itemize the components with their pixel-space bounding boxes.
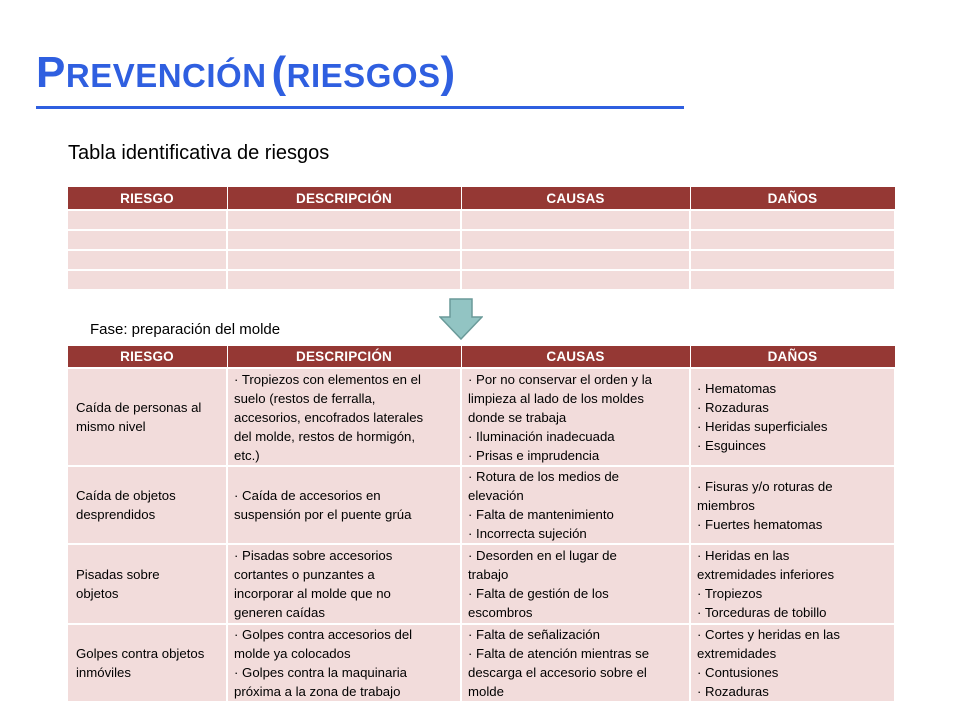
cell-line: incorporar al molde que no: [234, 586, 391, 601]
cell-line: · Torceduras de tobillo: [697, 605, 827, 620]
empty-cell: [461, 270, 690, 290]
cell-line: · Cortes y heridas en las: [697, 627, 840, 642]
danos-cell: [690, 368, 895, 466]
cell-line: · Esguinces: [697, 438, 766, 453]
empty-cell: [67, 250, 227, 270]
cell-line: Pisadas sobre: [76, 567, 160, 582]
cell-line: molde: [468, 684, 504, 699]
cell-line: · Golpes contra accesorios del: [234, 627, 413, 642]
header-causas: CAUSAS: [461, 346, 690, 368]
cell-line: Caída de objetos: [76, 488, 176, 503]
empty-row: [67, 210, 895, 230]
subtitle: Tabla identificativa de riesgos: [68, 142, 330, 164]
cell-line: · Heridas superficiales: [697, 419, 828, 434]
cell-line: generen caídas: [234, 605, 325, 620]
empty-cell: [690, 270, 895, 290]
cell-line: Caída de personas al: [76, 400, 202, 415]
header-riesgo: RIESGO: [67, 346, 227, 368]
empty-row: [67, 230, 895, 250]
empty-cell: [690, 250, 895, 270]
cell-line: · Heridas en las: [697, 548, 790, 563]
page-title: [36, 48, 456, 98]
cell-line: · Falta de atención mientras se: [468, 646, 650, 661]
cell-line: · Caída de accesorios en: [234, 488, 381, 503]
cell-line: miembros: [697, 497, 755, 513]
header-danos: DAÑOS: [690, 346, 895, 368]
cell-line: · Fuertes hematomas: [697, 516, 823, 532]
header-descripcion: DESCRIPCIÓN: [227, 187, 461, 210]
cell-line: trabajo: [468, 567, 509, 582]
empty-cell: [67, 210, 227, 230]
causas-cell: [461, 466, 690, 544]
cell-line: limpieza al lado de los moldes: [468, 390, 644, 406]
cell-line: · Contusiones: [697, 665, 779, 680]
cell-line: escombros: [468, 605, 533, 620]
empty-cell: [227, 230, 461, 250]
danos-cell: [690, 624, 895, 702]
cell-line: mismo nivel: [76, 419, 146, 434]
title-underline: [36, 106, 684, 109]
table-row: [67, 466, 895, 544]
empty-cell: [690, 230, 895, 250]
empty-cell: [67, 230, 227, 250]
cell-line: · Incorrecta sujeción: [468, 526, 587, 541]
title-paren-open: (: [271, 48, 287, 97]
cell-line: · Iluminación inadecuada: [468, 428, 615, 444]
empty-cell: [227, 210, 461, 230]
phase-label: Fase: preparación del molde: [90, 321, 281, 338]
cell-line: · Golpes contra la maquinaria: [234, 665, 407, 680]
header-danos: DAÑOS: [690, 187, 895, 210]
riesgo-cell: [67, 368, 227, 466]
table-row: [67, 368, 895, 466]
cell-line: · Rotura de los medios de: [468, 469, 619, 484]
riesgo-cell: [67, 466, 227, 544]
title-paren-close: ): [440, 48, 456, 97]
cell-line: · Por no conservar el orden y la: [468, 371, 652, 387]
header-causas: CAUSAS: [461, 187, 690, 210]
descripcion-cell: [227, 368, 461, 466]
empty-cell: [690, 210, 895, 230]
cell-line: próxima a la zona de trabajo: [234, 684, 401, 699]
cell-line: · Tropiezos: [697, 586, 763, 601]
cell-line: inmóviles: [76, 665, 131, 680]
empty-cell: [227, 250, 461, 270]
header-riesgo: RIESGO: [67, 187, 227, 210]
cell-line: elevación: [468, 488, 524, 503]
empty-row: [67, 270, 895, 290]
cell-line: descarga el accesorio sobre el: [468, 665, 647, 680]
descripcion-cell: [227, 466, 461, 544]
danos-cell: [690, 466, 895, 544]
cell-line: · Rozaduras: [697, 400, 769, 415]
cell-line: desprendidos: [76, 507, 156, 522]
table-row: [67, 624, 895, 702]
risk-table: [66, 346, 896, 703]
cell-line: suspensión por el puente grúa: [234, 507, 412, 522]
cell-line: · Prisas e imprudencia: [468, 447, 600, 463]
causas-cell: [461, 544, 690, 624]
cell-line: · Desorden en el lugar de: [468, 548, 617, 563]
empty-row: [67, 250, 895, 270]
cell-line: · Tropiezos con elementos en el: [234, 371, 421, 387]
causas-cell: [461, 624, 690, 702]
descripcion-cell: [227, 544, 461, 624]
table-header-row: [67, 187, 895, 210]
title-initial: P: [36, 48, 66, 97]
empty-risk-table-template: [66, 187, 896, 291]
cell-line: · Pisadas sobre accesorios: [234, 548, 393, 563]
descripcion-cell: [227, 624, 461, 702]
riesgo-cell: [67, 544, 227, 624]
cell-line: · Falta de señalización: [468, 627, 600, 642]
cell-line: · Hematomas: [697, 381, 777, 396]
cell-line: molde ya colocados: [234, 646, 351, 661]
empty-cell: [67, 270, 227, 290]
cell-line: Golpes contra objetos: [76, 646, 205, 661]
cell-line: extremidades inferiores: [697, 567, 835, 582]
cell-line: extremidades: [697, 646, 777, 661]
title-main: REVENCIÓN: [65, 57, 267, 94]
riesgo-cell: [67, 624, 227, 702]
cell-line: · Falta de mantenimiento: [468, 507, 614, 522]
danos-cell: [690, 544, 895, 624]
down-arrow-icon: [439, 298, 483, 340]
cell-line: · Rozaduras: [697, 684, 769, 699]
title-sub: RIESGOS: [286, 57, 441, 94]
cell-line: · Falta de gestión de los: [468, 586, 609, 601]
cell-line: del molde, restos de hormigón,: [234, 428, 416, 444]
cell-line: objetos: [76, 586, 119, 601]
empty-cell: [461, 210, 690, 230]
empty-cell: [461, 230, 690, 250]
cell-line: accesorios, encofrados laterales: [234, 409, 424, 425]
table-row: [67, 544, 895, 624]
empty-cell: [461, 250, 690, 270]
cell-line: cortantes o punzantes a: [234, 567, 375, 582]
header-descripcion: DESCRIPCIÓN: [227, 346, 461, 368]
cell-line: suelo (restos de ferralla,: [234, 390, 376, 406]
table-header-row: [67, 346, 895, 368]
cell-line: · Fisuras y/o roturas de: [697, 478, 833, 494]
cell-line: etc.): [234, 447, 260, 463]
cell-line: donde se trabaja: [468, 409, 567, 425]
empty-cell: [227, 270, 461, 290]
causas-cell: [461, 368, 690, 466]
